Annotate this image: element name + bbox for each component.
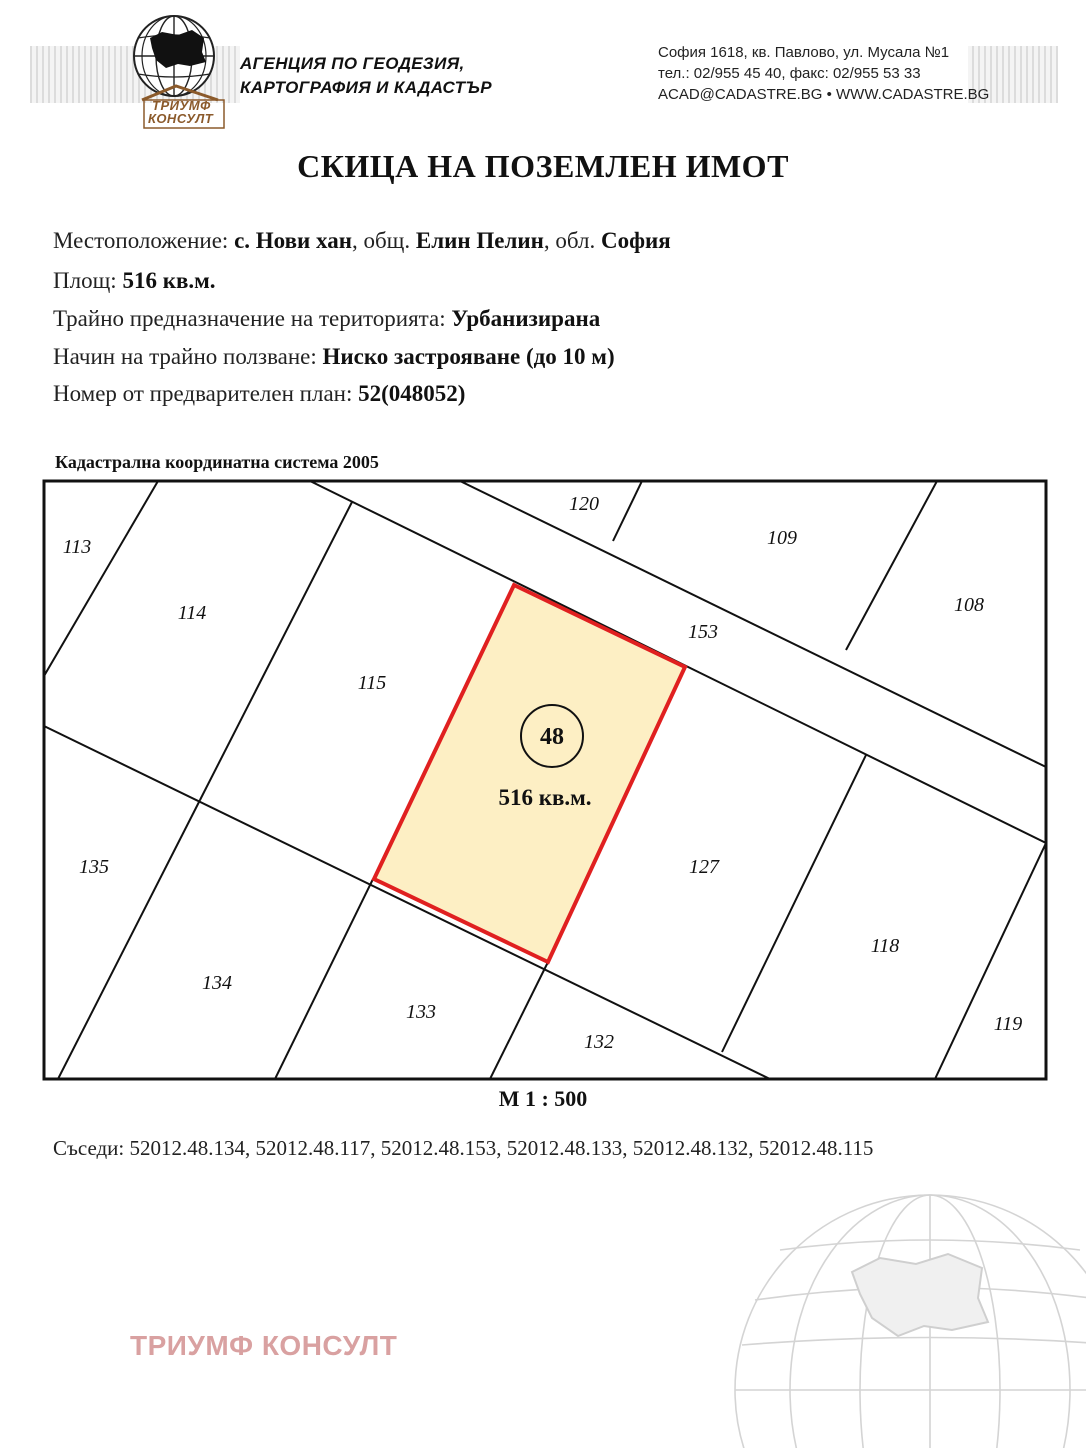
agency-phone: тел.: 02/955 45 40, факс: 02/955 53 33 (658, 65, 921, 82)
parcel-label-115: 115 (357, 672, 387, 694)
location-sep-1: , общ. (351, 228, 416, 253)
parcel-label-127: 127 (689, 856, 719, 878)
usage-value: Ниско застрояване (до 10 м) (322, 344, 615, 369)
globe-watermark-icon (720, 1180, 1086, 1448)
location-municipality: Елин Пелин (415, 228, 544, 253)
parcel-label-132: 132 (584, 1031, 614, 1053)
parcel-label-120: 120 (569, 493, 599, 515)
parcel-label-118: 118 (870, 935, 900, 957)
agency-address: София 1618, кв. Павлово, ул. Мусала №1 (658, 44, 950, 61)
parcel-boundary (200, 502, 352, 800)
location-label: Местоположение: (53, 228, 235, 253)
parcel-label-135: 135 (79, 856, 109, 878)
parcel-label-114: 114 (177, 602, 207, 624)
agency-email-web: ACAD@CADASTRE.BG • WWW.CADASTRE.BG (658, 86, 990, 103)
location-region: София (601, 228, 671, 253)
parcel-boundary (722, 755, 866, 1052)
parcel-label-119: 119 (993, 1013, 1023, 1035)
brand-line-2: КОНСУЛТ (148, 111, 214, 126)
usage-label: Начин на трайно ползване: (53, 344, 323, 369)
watermark-text: ТРИУМФ КОНСУЛТ (130, 1330, 398, 1361)
page-title: СКИЦА НА ПОЗЕМЛЕН ИМОТ (297, 148, 789, 184)
parcel-boundary (58, 800, 200, 1079)
parcel-boundary (44, 481, 158, 676)
subject-parcel-area: 516 кв.м. (498, 785, 592, 810)
plan-label: Номер от предварителен план: (53, 381, 359, 406)
area-value: 516 кв.м. (122, 268, 216, 293)
parcel-boundary (613, 481, 642, 541)
parcel-label-108: 108 (954, 594, 984, 616)
map-scale: М 1 : 500 (498, 1086, 588, 1111)
location-sep-2: , обл. (543, 228, 602, 253)
parcel-label-134: 134 (202, 972, 232, 994)
parcel-boundary (275, 879, 373, 1079)
parcel-label-153: 153 (688, 621, 718, 643)
purpose-value: Урбанизирана (451, 306, 601, 331)
subject-parcel-number: 48 (540, 724, 564, 750)
plan-value: 52(048052) (358, 381, 466, 406)
parcel-boundary (846, 481, 937, 650)
area-label: Площ: (53, 268, 123, 293)
parcel-boundary (935, 843, 1046, 1079)
location-village: с. Нови хан (234, 228, 352, 253)
agency-line-2: КАРТОГРАФИЯ И КАДАСТЪР (240, 78, 493, 97)
parcel-boundary (490, 962, 548, 1079)
parcel-label-109: 109 (767, 527, 797, 549)
parcel-boundary (44, 726, 770, 1079)
purpose-label: Трайно предназначение на територията: (53, 306, 452, 331)
parcel-label-133: 133 (406, 1001, 436, 1023)
agency-line-1: АГЕНЦИЯ ПО ГЕОДЕЗИЯ, (240, 54, 465, 73)
coordinate-system-label: Кадастрална координатна система 2005 (55, 452, 379, 472)
neighbours-list: Съседи: 52012.48.134, 52012.48.117, 52012.48.153, 52012.48.133, 52012.48.132, 52012.48.115 (53, 1136, 874, 1160)
parcel-label-113: 113 (62, 536, 92, 558)
brand-line-1: ТРИУМФ (152, 98, 211, 113)
